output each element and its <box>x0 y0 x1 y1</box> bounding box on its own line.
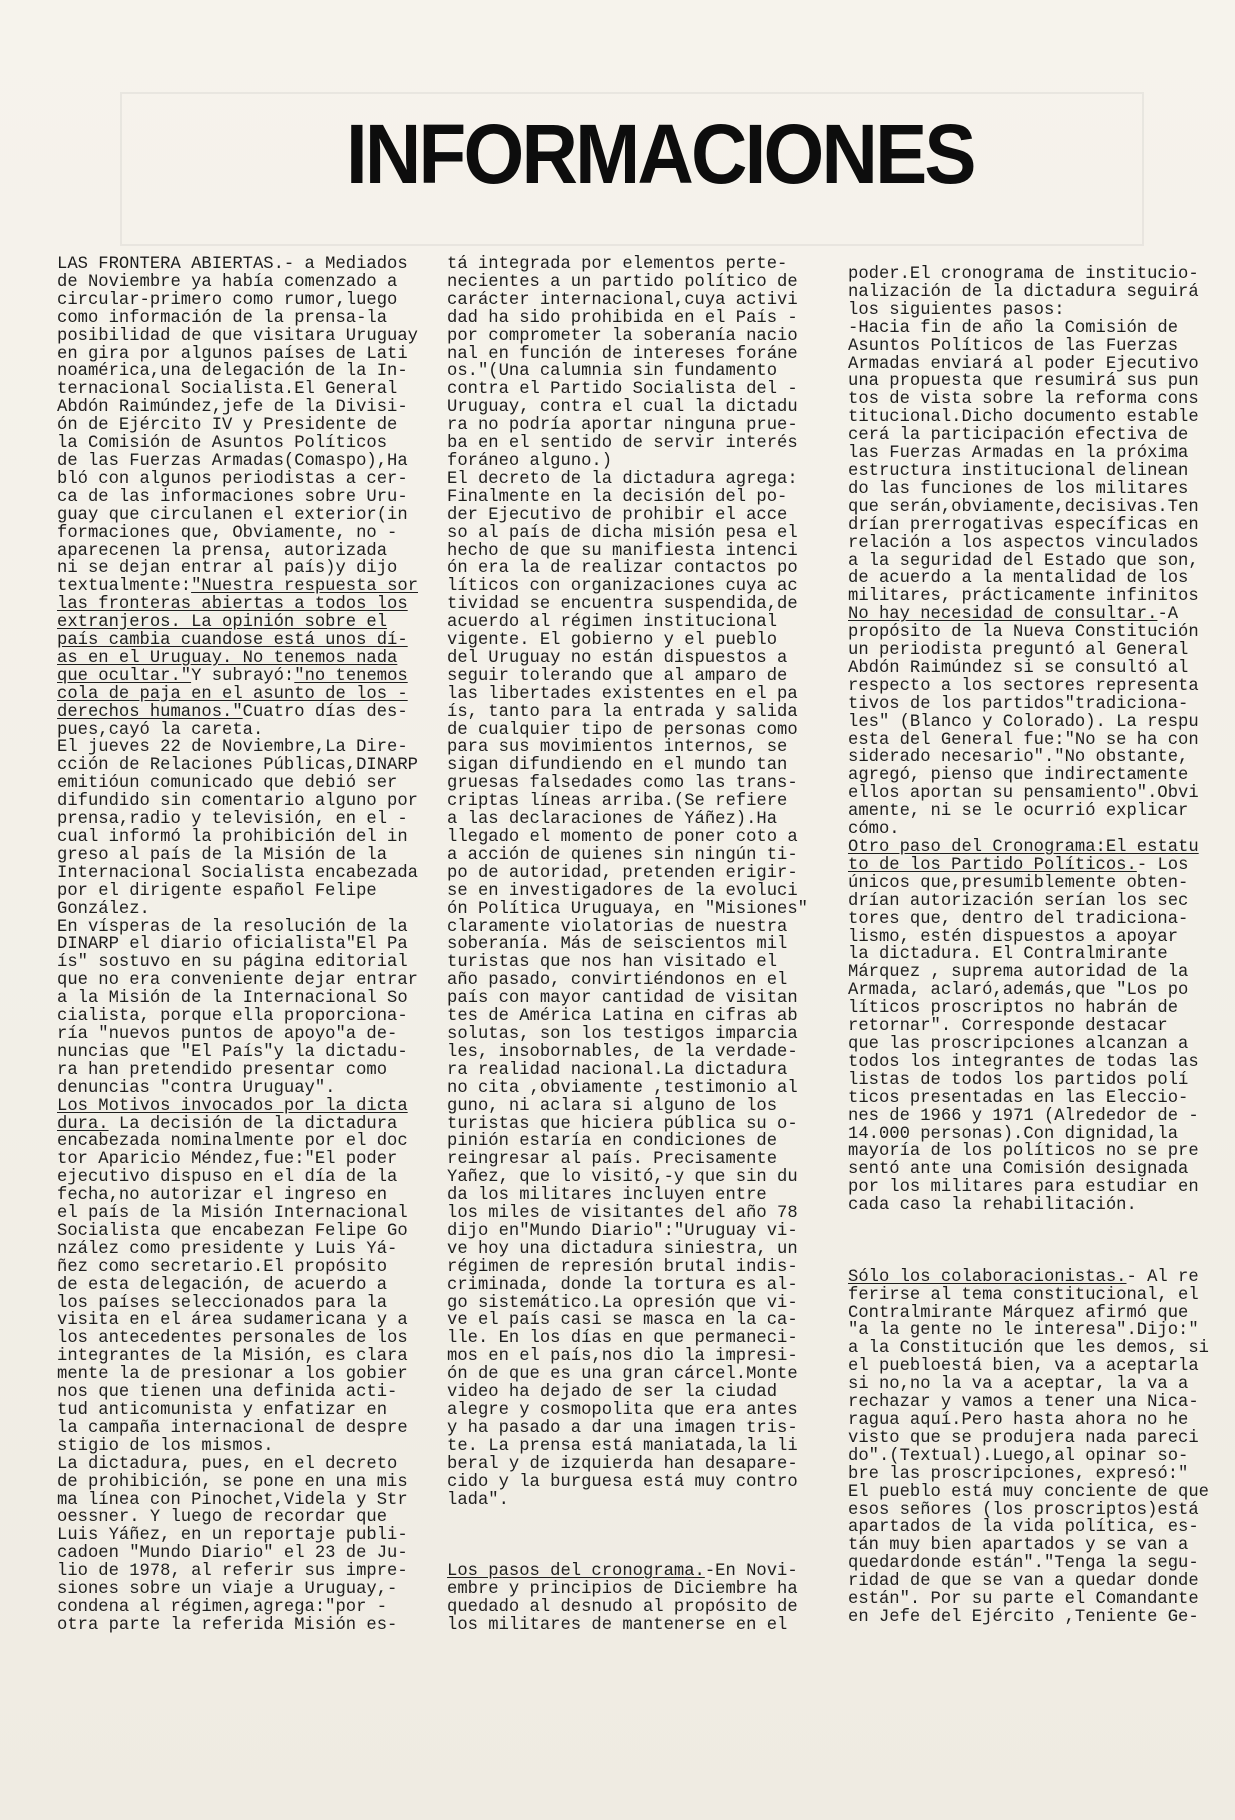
section-heading-colaboracionistas: Sólo los colaboracionistas. <box>848 1267 1127 1287</box>
column-3 <box>848 266 1223 1627</box>
paragraph-nueva-constitucion: -A propósito de la Nueva Constitución un periodista preguntó al General Abdón Raimúndez si se consultó al respecto a los sectores representa tivos de los partidos"tradiciona- les" (Blanco y Colorado). La respu esta del General fue:"No se ha con siderado necesario"."No obstante, agregó, pienso que indirectamente ellos aportan su pensamiento".Obvi amente, ni se le ocurrió explicar cómo. <box>848 605 1199 840</box>
paragraph-colaboracionistas: - Al re ferirse al tema constitucional, el Contralmirante Márquez afirmó que "a la gente no le interesa".Dijo:" a la Constitución que les demos, si el puebloestá bien, va a aceptarla si no,no la va a aceptar, la va a rechazar y vamos a tener una Nica- ragua aquí.Pero hasta ahora no he visto que se produjera nada pareci do".(Textual).Luego,al opinar so- bre las proscripciones, expresó:" El pueblo está muy conciente de que esos señores (los proscriptos)está apartados de la vida política, es- tán muy bien apartados y se van a quedardonde están"."Tenga la segu- ridad de que se van a quedar donde están". Por su parte el Comandante en Jefe del Ejército ,Teniente Ge- <box>848 1267 1209 1627</box>
paragraph-decreto-prohibicion: La dictadura, pues, en el decreto de prohibición, se pone en una mis ma línea con Pinochet,Videla y Str oessner. Y luego de recordar que Luis Yáñez, en un reportaje publi- cadoen "Mundo Diario" el 23 de Ju- lio de 1978, al referir sus impre- siones sobre un viaje a Uruguay,- condena al régimen,agrega:"por - otra parte la referida Misión es- <box>57 1454 408 1635</box>
article-frontera-abiertas: LAS FRONTERA ABIERTAS.- a Mediados de Noviembre ya había comenzado a circular-primero como rumor,luego como información de la prensa-la posibilidad de que visitara Uruguay en gira por algunos países de Lati noamérica,una delegación de la In- ternacional Socialista.El General Abdón Raimúndez,jefe de la Divisi- ón de Ejército IV y Presidente de la Comisión de Asuntos Políticos de las Fuerzas Armadas(Comaspo),Ha bló con algunos periodistas a cer- ca de las informaciones sobre Uru- guay que circulanen el exterior(in formaciones que, Obviamente, no - aparecenen la prensa, autorizada ni se dejan entrar al país)y dijo textualmente: <box>57 255 418 597</box>
paragraph-cronograma: -En Novi- embre y principios de Diciembre ha quedado al desnudo al propósito de los militares de mantenerse en el <box>447 1562 798 1635</box>
paragraph-poder: poder.El cronograma de institucio- nalización de la dictadura seguirá los siguientes pasos: -Hacia fin de año la Comisión de Asuntos Políticos de las Fuerzas Armadas enviará al poder Ejecutivo una propuesta que resumirá sus pun tos de vista sobre la reforma cons titucional.Dicho documento estable cerá la participación efectiva de las Fuerzas Armadas en la próxima estructura institucional delinean do las funciones de los militares que serán,obviamente,decisivas.Ten drían prerrogativas específicas en relación a los aspectos vinculados a la seguridad del Estado que son, de acuerdo a la mentalidad de los militares, prácticamente infinitos <box>848 265 1199 607</box>
quote-cola-de-paja: "no tenemos cola de paja en el asunto de los - derechos humanos." <box>57 666 408 722</box>
paragraph-visperas: En vísperas de la resolución de la DINARP el diario oficialista"El Pa ís" sostuvo en su página editorial que no era conveniente dejar entrar a la Misión de la Internacional So cialista, porque ella proporciona- ría "nuevos puntos de apoyo"a de- nuncias que "El País"y la dictadu- ra han pretendido presentar como denuncias "contra Uruguay". <box>57 917 418 1098</box>
section-heading-cronograma: Los pasos del cronograma. <box>447 1562 705 1582</box>
section-heading-motivos: Los Motivos invocados por la dicta dura. <box>57 1096 408 1134</box>
paragraph-jueves-22: El jueves 22 de Noviembre,La Dire- cción de Relaciones Públicas,DINARP emitióun comunicado que debió ser difundido sin comentario alguno por prensa,radio y televisión, en el - cual informó la prohibición del in greso al país de la Misión de la Internacional Socialista encabezada por el dirigente español Felipe González. <box>57 738 418 919</box>
section-heading-estatuto: Otro paso del Cronograma:El estatu to de los Partido Políticos. <box>848 838 1199 875</box>
column-1 <box>57 256 432 1635</box>
paragraph-motivos: La decisión de la dictadura encabezada nominalmente por el doc tor Aparicio Méndez,fue:"El poder ejecutivo dispuso en el día de la fecha,no autorizar el ingreso en el país de la Misión Internacional Socialista que encabezan Felipe Go nzález como presidente y Luis Yá- ñez como secretario.El propósito de esta delegación, de acuerdo a los países seleccionados para la visita en el área sudamericana y a los antecedentes personales de los integrantes de la Misión, es clara mente la de presionar a los gobier nos que tienen una definida acti- tud anticomunista y enfatizar en la campaña internacional de despre stigio de los mismos. <box>57 1114 408 1456</box>
paragraph-estatuto: - Los únicos que,presumiblemente obten- drían autorización serían los sec tores que, dentro del tradiciona- lismo, estén dispuestos a apoyar la dictadura. El Contralmirante Márquez , suprema autoridad de la Armada, aclaró,además,que "Los po líticos proscriptos no habrán de retornar". Corresponde destacar que las proscripciones alcanzan a todos los integrantes de todas las listas de todos los partidos polí ticos presentadas en las Eleccio- nes de 1966 y 1971 (Alrededor de - 14.000 personas).Con dignidad,la mayoría de los políticos no se pre sentó ante una Comisión designada por los militares para estudiar en cada caso la rehabilitación. <box>848 855 1199 1216</box>
column-2 <box>447 256 822 1635</box>
masthead-title: INFORMACIONES <box>346 107 974 201</box>
quote-respuesta-fronteras: "Nuestra respuesta sor las fronteras abiertas a todos los extranjeros. La opinión sobre el país cambia cuandose está unos dí- as en el Uruguay. No tenemos nada que ocultar." <box>57 577 419 686</box>
paragraph-integrada: tá integrada por elementos perte- necientes a un partido político de carácter internacional,cuya activi dad ha sido prohibida en el País - por comprometer la soberanía nacio nal en función de intereses foráne os."(Una calumnia sin fundamento contra el Partido Socialista del - Uruguay, contra el cual la dictadu ra no podría aportar ninguna prue- ba en el sentido de servir interés foráneo alguno.) <box>447 255 798 471</box>
quote-connector: Y subrayó: <box>191 666 295 686</box>
paragraph-decreto-agrega: El decreto de la dictadura agrega: Finalmente en la decisión del po- der Ejecutivo de prohibir el acce so al país de dicha misión pesa el hecho de que su manifiesta intenci ón era la de realizar contactos po líticos con organizaciones cuya ac tividad se encuentra suspendida,de acuerdo al régimen institucional vigente. El gobierno y el pueblo del Uruguay no están dispuestos a seguir tolerando que al amparo de las libertades existentes en el pa ís, tanto para la entrada y salida de cualquier tipo de personas como para sus movimientos internos, se sigan difundiendo en el mundo tan gruesas falsedades como las trans- criptas líneas arriba.(Se refiere a las declaraciones de Yáñez).Ha llegado el momento de poner coto a a acción de quienes sin ningún ti- po de autoridad, pretenden erigir- se en investigadores de la evoluci ón Política Uruguaya, en "Misiones" claramente violatorias de nuestra soberanía. Más de seiscientos mil turistas que nos han visitado el año pasado, convirtiéndonos en el país con mayor cantidad de visitan tes de América Latina en cifras ab solutas, son los testigos imparcia les, insobornables, de la verdade- ra realidad nacional.La dictadura no cita ,obviamente ,testimonio al guno, ni aclara si alguno de los turistas que hiciera pública su o- pinión estaría en condiciones de reingresar al país. Precisamente Yañez, que lo visitó,-y que sin du da los militares incluyen entre los miles de visitantes del año 78 dijo en"Mundo Diario":"Uruguay vi- ve hoy una dictadura siniestra, un régimen de represión brutal indis- criminada, donde la tortura es al- go sistemático.La opresión que vi- ve el país casi se masca en la ca- lle. En los días en que permaneci- mos en el país,nos dio la impresi- ón de que es una gran cárcel.Monte video ha dejado de ser la ciudad alegre y cosmopolita que era antes y ha pasado a dar una imagen tris- te. La prensa está maniatada,la li beral y de izquierda han desapare- cido y la burguesa está muy contro lada". <box>447 469 808 1510</box>
underline-no-hay-necesidad: No hay necesidad de consultar. <box>848 605 1158 625</box>
paragraph-careta: Cuatro días des- pues,cayó la careta. <box>57 702 408 740</box>
